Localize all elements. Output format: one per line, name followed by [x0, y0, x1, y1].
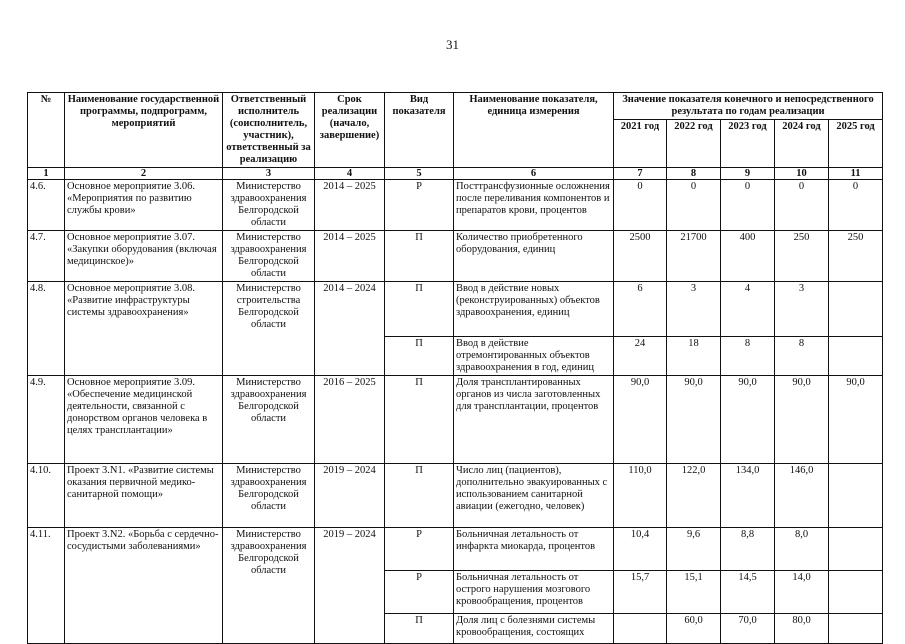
executor: Министерство здравоохранения Белгородской области [223, 231, 315, 282]
header-year: 2022 год [667, 120, 721, 168]
activity-name: Основное мероприятие 3.07. «Закупки оборудования (включая медицинское)» [65, 231, 223, 282]
period: 2014 – 2025 [315, 180, 385, 231]
page-number: 31 [446, 37, 459, 52]
indicator-type: П [385, 231, 454, 282]
year-value: 90,0 [775, 376, 829, 464]
column-number: 4 [315, 168, 385, 180]
header-year: 2021 год [614, 120, 667, 168]
period: 2019 – 2024 [315, 464, 385, 528]
year-value: 80,0 [775, 614, 829, 644]
indicator-name: Ввод в действие новых (реконструированных) объектов здравоохранения, единиц [454, 282, 614, 337]
year-value: 90,0 [721, 376, 775, 464]
year-value [614, 614, 667, 644]
year-value: 4 [721, 282, 775, 337]
row-number: 4.6. [28, 180, 65, 231]
header-period: Срок реализации (начало, завершение) [315, 93, 385, 168]
period: 2014 – 2025 [315, 231, 385, 282]
year-value: 70,0 [721, 614, 775, 644]
activity-name: Основное мероприятие 3.08. «Развитие инфраструктуры системы здравоохранения» [65, 282, 223, 376]
header-indicator-type: Вид показателя [385, 93, 454, 168]
column-number: 1 [28, 168, 65, 180]
row-number: 4.9. [28, 376, 65, 464]
executor: Министерство здравоохранения Белгородской области [223, 464, 315, 528]
year-value: 9,6 [667, 528, 721, 571]
year-value [829, 614, 883, 644]
column-number: 2 [65, 168, 223, 180]
indicator-name: Количество приобретенного оборудования, единиц [454, 231, 614, 282]
row-number: 4.11. [28, 528, 65, 644]
indicator-name: Больничная летальность от острого нарушения мозгового кровообращения, процентов [454, 571, 614, 614]
year-value: 90,0 [829, 376, 883, 464]
executor: Министерство строительства Белгородской области [223, 282, 315, 376]
table-row [28, 528, 883, 571]
header-values-group: Значение показателя конечного и непосредственного результата по годам реализации [614, 93, 883, 120]
year-value: 110,0 [614, 464, 667, 528]
year-value: 0 [829, 180, 883, 231]
column-number: 9 [721, 168, 775, 180]
header-year: 2025 год [829, 120, 883, 168]
header-year: 2023 год [721, 120, 775, 168]
year-value: 8 [721, 337, 775, 376]
column-number: 6 [454, 168, 614, 180]
row-number: 4.8. [28, 282, 65, 376]
row-number: 4.7. [28, 231, 65, 282]
year-value: 24 [614, 337, 667, 376]
year-value: 0 [614, 180, 667, 231]
year-value: 60,0 [667, 614, 721, 644]
indicator-name: Число лиц (пациентов), дополнительно эвакуированных с использованием санитарной авиации (ежегодно, человек) [454, 464, 614, 528]
indicator-type: П [385, 337, 454, 376]
period: 2019 – 2024 [315, 528, 385, 644]
header-num: № [28, 93, 65, 168]
indicator-name: Ввод в действие отремонтированных объектов здравоохранения в год, единиц [454, 337, 614, 376]
executor: Министерство здравоохранения Белгородской области [223, 376, 315, 464]
header-name: Наименование государственной программы, подпрограмм, мероприятий [65, 93, 223, 168]
activity-name: Проект 3.N1. «Развитие системы оказания первичной медико-санитарной помощи» [65, 464, 223, 528]
activity-name: Проект 3.N2. «Борьба с сердечно-сосудистыми заболеваниями» [65, 528, 223, 644]
year-value: 146,0 [775, 464, 829, 528]
indicator-name: Доля трансплантированных органов из числа заготовленных для трансплантации, процентов [454, 376, 614, 464]
indicator-type: Р [385, 528, 454, 571]
activity-name: Основное мероприятие 3.06. «Мероприятия по развитию службы крови» [65, 180, 223, 231]
year-value: 90,0 [667, 376, 721, 464]
year-value: 14,0 [775, 571, 829, 614]
year-value: 90,0 [614, 376, 667, 464]
year-value: 6 [614, 282, 667, 337]
year-value [829, 464, 883, 528]
year-value: 8,8 [721, 528, 775, 571]
indicator-type: Р [385, 571, 454, 614]
table-row [28, 464, 883, 528]
indicator-type: Р [385, 180, 454, 231]
year-value: 8,0 [775, 528, 829, 571]
executor: Министерство здравоохранения Белгородской области [223, 180, 315, 231]
year-value [829, 571, 883, 614]
year-value: 14,5 [721, 571, 775, 614]
year-value: 0 [775, 180, 829, 231]
table-row [28, 180, 883, 231]
year-value: 0 [667, 180, 721, 231]
table-row [28, 376, 883, 464]
year-value: 134,0 [721, 464, 775, 528]
column-number: 5 [385, 168, 454, 180]
header-year: 2024 год [775, 120, 829, 168]
year-value: 250 [775, 231, 829, 282]
year-value: 122,0 [667, 464, 721, 528]
indicator-name: Доля лиц с болезнями системы кровообращения, состоящих [454, 614, 614, 644]
column-number: 11 [829, 168, 883, 180]
year-value: 8 [775, 337, 829, 376]
column-number: 7 [614, 168, 667, 180]
year-value: 15,7 [614, 571, 667, 614]
row-number: 4.10. [28, 464, 65, 528]
program-table [27, 92, 883, 644]
year-value: 18 [667, 337, 721, 376]
year-value [829, 337, 883, 376]
indicator-name: Посттрансфузионные осложнения после переливания компонентов и препаратов крови, процентов [454, 180, 614, 231]
header-executor: Ответственный исполнитель (соисполнитель, участник), ответственный за реализацию [223, 93, 315, 168]
year-value: 250 [829, 231, 883, 282]
year-value: 0 [721, 180, 775, 231]
year-value: 3 [775, 282, 829, 337]
year-value: 15,1 [667, 571, 721, 614]
indicator-type: П [385, 464, 454, 528]
header-indicator-name: Наименование показателя, единица измерения [454, 93, 614, 168]
executor: Министерство здравоохранения Белгородской области [223, 528, 315, 644]
indicator-type: П [385, 282, 454, 337]
table-row [28, 231, 883, 282]
activity-name: Основное мероприятие 3.09. «Обеспечение медицинской деятельности, связанной с донорством органов человека в целях трансплантации» [65, 376, 223, 464]
year-value: 21700 [667, 231, 721, 282]
indicator-name: Больничная летальность от инфаркта миокарда, процентов [454, 528, 614, 571]
indicator-type: П [385, 614, 454, 644]
year-value: 400 [721, 231, 775, 282]
table-row [28, 282, 883, 337]
year-value [829, 282, 883, 337]
year-value: 3 [667, 282, 721, 337]
year-value: 10,4 [614, 528, 667, 571]
period: 2016 – 2025 [315, 376, 385, 464]
year-value: 2500 [614, 231, 667, 282]
column-number: 8 [667, 168, 721, 180]
period: 2014 – 2024 [315, 282, 385, 376]
column-number: 10 [775, 168, 829, 180]
column-number: 3 [223, 168, 315, 180]
indicator-type: П [385, 376, 454, 464]
year-value [829, 528, 883, 571]
